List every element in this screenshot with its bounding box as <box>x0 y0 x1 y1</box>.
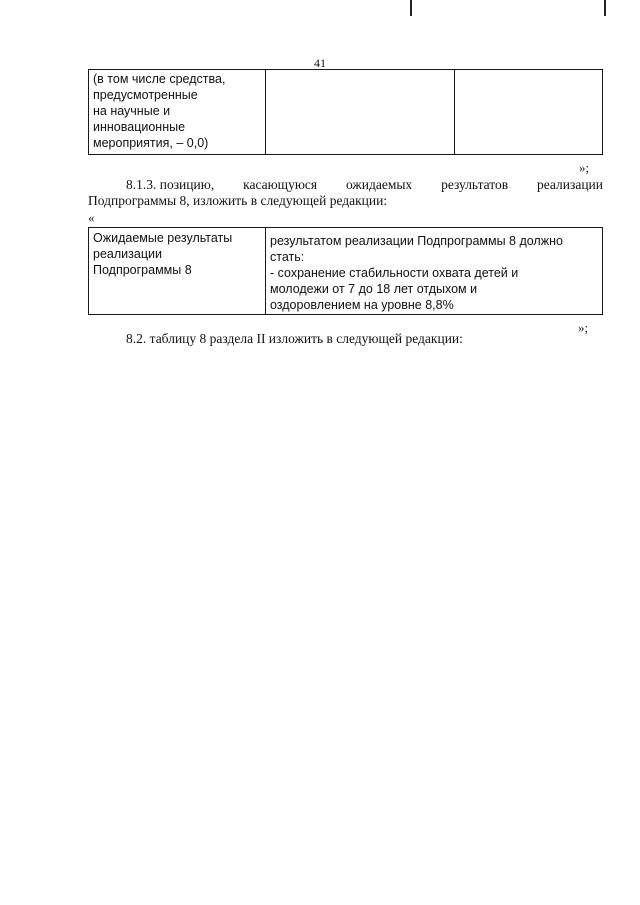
cell-line: (в том числе средства, <box>93 72 226 86</box>
content-line: - сохранение стабильности охвата детей и <box>270 266 519 280</box>
table-row <box>89 228 603 315</box>
cell-line: на научные и <box>93 104 171 118</box>
table-cell-content <box>266 228 603 315</box>
cell-line: мероприятия, – 0,0) <box>93 136 209 150</box>
closing-quote: »; <box>578 320 589 335</box>
table-cell-empty <box>265 70 454 155</box>
cell-line: предусмотренные <box>93 88 198 102</box>
closing-quote: »; <box>579 160 590 175</box>
paragraph-8-2: 8.2. таблицу 8 раздела II изложить в следующей редакции: <box>126 331 463 346</box>
word: реализации <box>537 177 603 192</box>
label-line: Ожидаемые результаты <box>93 231 233 245</box>
scan-mark-left <box>410 0 412 16</box>
label-line: Подпрограммы 8 <box>93 263 192 277</box>
table-cell-label <box>89 228 266 315</box>
label-line: реализации <box>93 247 162 261</box>
word: касающуюся <box>243 177 318 192</box>
word: 8.1.3. позицию, <box>126 177 215 192</box>
paragraph-line: Подпрограммы 8, изложить в следующей редакции: <box>88 193 388 208</box>
funding-table-fragment <box>88 69 603 155</box>
paragraph-line <box>88 177 603 193</box>
scan-mark-right <box>604 0 606 16</box>
word: ожидаемых <box>346 177 413 192</box>
content-line: результатом реализации Подпрограммы 8 должно <box>270 234 563 248</box>
page-number: 41 <box>314 56 326 70</box>
expected-results-table <box>88 227 603 315</box>
content-line: молодежи от 7 до 18 лет отдыхом и <box>270 282 478 296</box>
cell-line: инновационные <box>93 120 186 134</box>
table-cell-funding-note <box>89 70 266 155</box>
content-line: оздоровлением на уровне 8,8% <box>270 298 454 312</box>
content-line: стать: <box>270 250 305 264</box>
table-cell-empty <box>454 70 602 155</box>
table-row <box>89 70 603 155</box>
paragraph-8-1-3 <box>88 177 603 209</box>
word: результатов <box>441 177 509 192</box>
opening-quote: « <box>88 210 95 225</box>
